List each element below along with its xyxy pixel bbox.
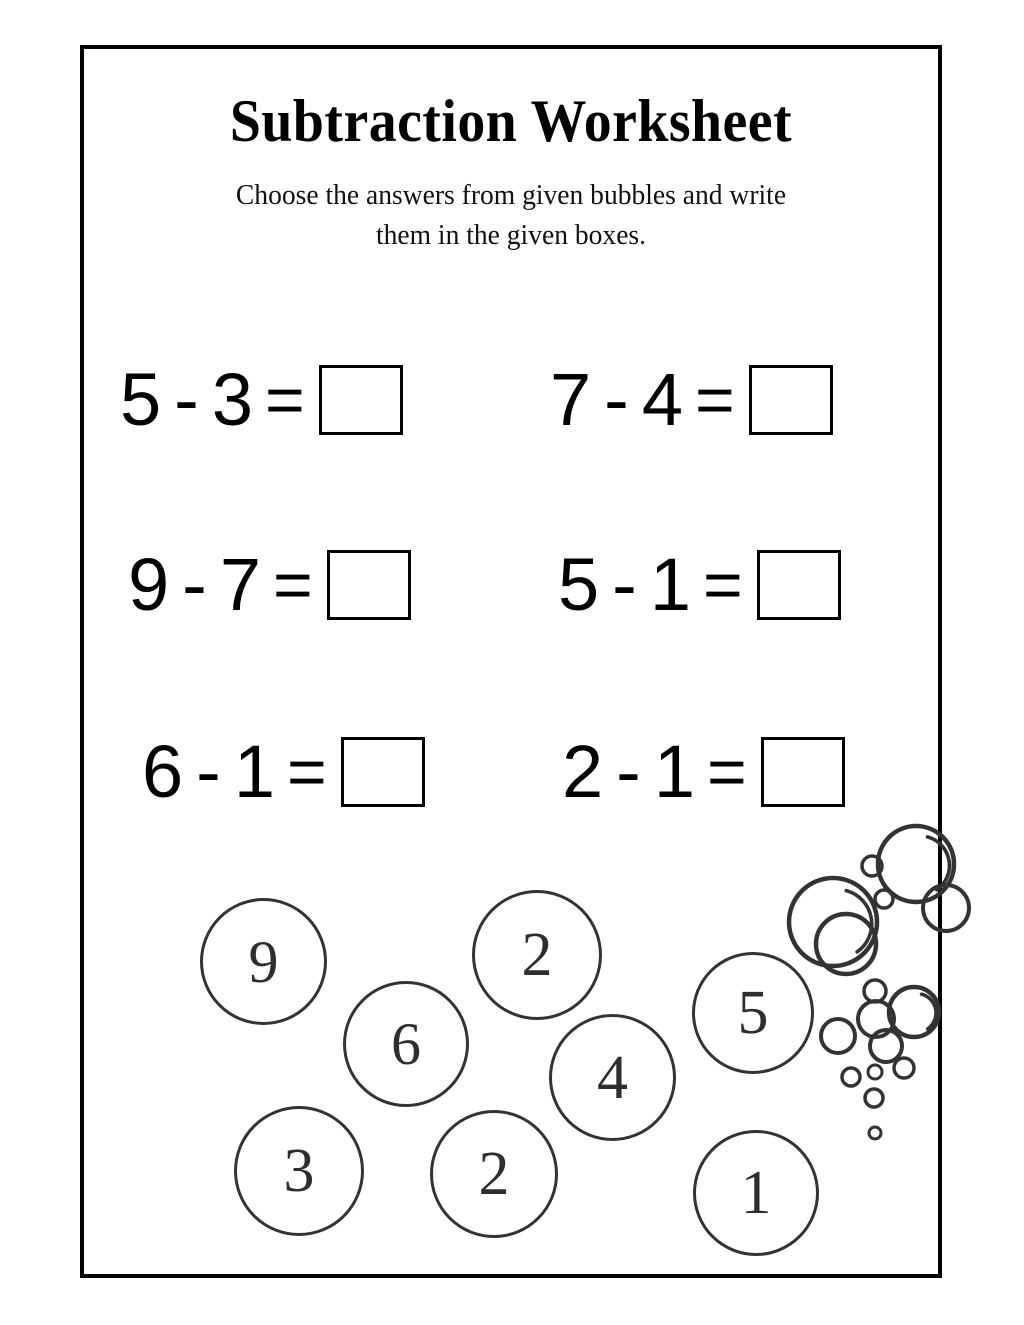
subtrahend: 7: [219, 543, 261, 626]
equations-grid: [80, 340, 942, 840]
subtrahend: 1: [233, 730, 275, 813]
answer-bubble-4[interactable]: [549, 1014, 676, 1141]
page-title: Subtraction Worksheet: [229, 88, 793, 154]
equals-sign: =: [694, 362, 735, 438]
answer-bubble-1[interactable]: [693, 1130, 819, 1256]
minuend: 7: [550, 358, 592, 441]
equals-sign: =: [286, 734, 327, 810]
equation-item: [120, 340, 403, 460]
equation-item: [142, 712, 425, 832]
subtrahend: 4: [641, 358, 683, 441]
equation-item: [558, 525, 841, 645]
minuend: 5: [120, 358, 162, 441]
minus-operator: -: [182, 543, 207, 626]
instructions-text: [102, 153, 921, 255]
minus-operator: -: [604, 358, 629, 441]
instructions-line-2: them in the given boxes.: [375, 219, 647, 252]
equation-item: [128, 525, 411, 645]
answer-box[interactable]: [341, 737, 425, 807]
answer-box[interactable]: [327, 550, 411, 620]
equals-sign: =: [272, 547, 313, 623]
worksheet-header: [80, 45, 942, 255]
subtrahend: 1: [653, 730, 695, 813]
equals-sign: =: [702, 547, 743, 623]
bubble-number: 5: [737, 979, 769, 1047]
answer-box[interactable]: [757, 550, 841, 620]
bubble-number: 3: [283, 1137, 315, 1205]
equation-item: [562, 712, 845, 832]
answer-bubble-3[interactable]: [234, 1106, 364, 1236]
bubble-number: 2: [521, 921, 553, 989]
answer-bubble-6[interactable]: [343, 981, 469, 1107]
answer-box[interactable]: [749, 365, 833, 435]
minus-operator: -: [616, 730, 641, 813]
minus-operator: -: [174, 358, 199, 441]
minus-operator: -: [196, 730, 221, 813]
answer-box[interactable]: [319, 365, 403, 435]
subtrahend: 1: [649, 543, 691, 626]
minuend: 2: [562, 730, 604, 813]
instructions-line-1: Choose the answers from given bubbles and write: [235, 179, 787, 211]
minuend: 5: [558, 543, 600, 626]
bubble-number: 4: [597, 1043, 628, 1112]
minus-operator: -: [612, 543, 637, 626]
answer-box[interactable]: [761, 737, 845, 807]
equals-sign: =: [706, 734, 747, 810]
bubble-number: 1: [740, 1159, 772, 1227]
bubble-number: 6: [391, 1011, 421, 1077]
equation-row: [80, 712, 942, 832]
answer-bubble-5[interactable]: [692, 952, 814, 1074]
equation-row: [80, 525, 942, 645]
subtrahend: 3: [211, 358, 253, 441]
equals-sign: =: [264, 362, 305, 438]
answer-bubble-2[interactable]: [430, 1110, 558, 1238]
bubble-number: 2: [478, 1140, 510, 1208]
bubble-number: 9: [248, 928, 279, 995]
answer-bubble-9[interactable]: [200, 898, 327, 1025]
equation-item: [550, 340, 833, 460]
minuend: 9: [128, 543, 170, 626]
answer-bubble-2[interactable]: [472, 890, 602, 1020]
minuend: 6: [142, 730, 184, 813]
equation-row: [80, 340, 942, 460]
